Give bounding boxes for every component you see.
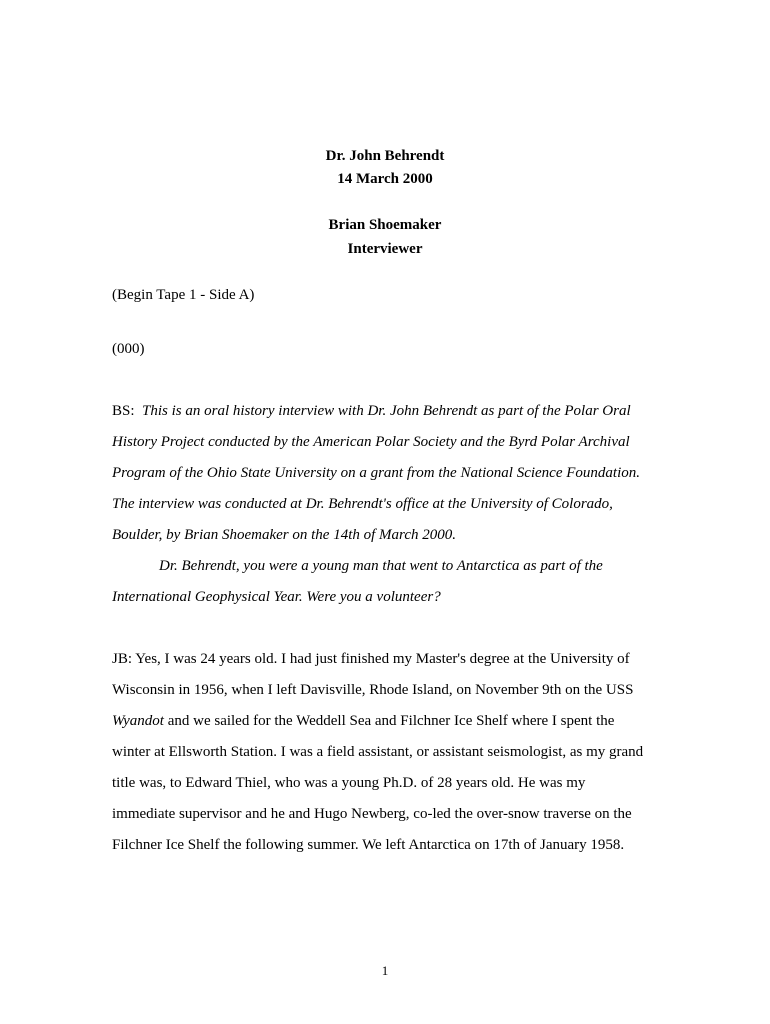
bs-line-7: International Geophysical Year. Were you a volunteer? <box>112 589 441 605</box>
jb-line-6: immediate supervisor and he and Hugo Newberg, co-led the over-snow traverse on the <box>112 806 632 822</box>
jb-line-3 <box>112 712 614 730</box>
bs-line-1 <box>112 402 631 420</box>
interviewer-role: Interviewer <box>347 241 423 257</box>
jb-line-2: Wisconsin in 1956, when I left Davisville, Rhode Island, on November 9th on the USS <box>112 682 634 698</box>
bs-line-6: Dr. Behrendt, you were a young man that went to Antarctica as part of the <box>159 558 603 574</box>
interviewee-name: Dr. John Behrendt <box>325 148 445 164</box>
bs-line-3: Program of the Ohio State University on a grant from the National Science Foundation. <box>112 465 640 481</box>
jb-line-1: JB: Yes, I was 24 years old. I had just finished my Master's degree at the University of <box>112 651 630 667</box>
speaker-label-bs: BS: <box>112 403 135 419</box>
bs-text-1: This is an oral history interview with Dr. John Behrendt as part of the Polar Oral <box>142 403 631 419</box>
ship-name: Wyandot <box>112 713 164 729</box>
jb-line-7: Filchner Ice Shelf the following summer. We left Antarctica on 17th of January 1958. <box>112 837 625 853</box>
bs-line-5: Boulder, by Brian Shoemaker on the 14th of March 2000. <box>112 527 456 543</box>
page-number: 1 <box>381 963 389 978</box>
interview-date: 14 March 2000 <box>337 171 433 187</box>
tape-counter: (000) <box>112 341 145 357</box>
jb-line-3-text: and we sailed for the Weddell Sea and Filchner Ice Shelf where I spent the <box>163 713 615 729</box>
bs-line-4: The interview was conducted at Dr. Behrendt's office at the University of Colorado, <box>112 496 613 512</box>
jb-line-4: winter at Ellsworth Station. I was a field assistant, or assistant seismologist, as my grand <box>112 744 644 760</box>
jb-line-5: title was, to Edward Thiel, who was a young Ph.D. of 28 years old. He was my <box>112 775 586 791</box>
interviewer-name: Brian Shoemaker <box>328 217 442 233</box>
bs-line-2: History Project conducted by the American Polar Society and the Byrd Polar Archival <box>112 434 630 450</box>
tape-marker: (Begin Tape 1 - Side A) <box>112 287 255 303</box>
